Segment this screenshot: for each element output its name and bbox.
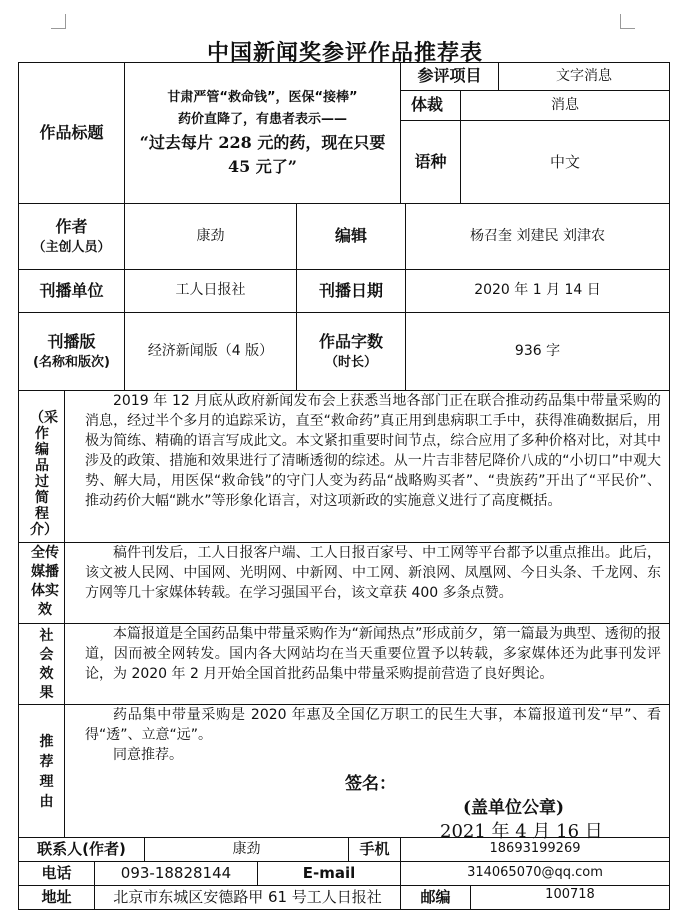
tel-value: 093-18828144 [94,861,258,886]
author-value: 康劲 [124,203,297,270]
contact-label: 联系人(作者) [18,837,145,862]
email-value: 314065070@qq.com [400,861,670,886]
crop-mark-top-right [620,14,635,29]
pub-date-label: 刊播日期 [296,269,406,313]
genre-label: 体裁 [400,90,461,121]
email-label: E-mail [257,861,401,886]
recommend-label: 推荐理由 [39,734,54,810]
social-paragraph: 本篇报道是全国药品集中带量采购作为“新闻热点”形成前夕，第一篇最为典型、透彻的报道，因而被全网转发。国内各大网站均在当天重要位置予以转载，多家媒体还为此事刊发评论，为 2020 年 2 月开始全国首批药品集中带量采购提前营造了良好舆论。 [85,626,661,682]
recommend-paragraph: 药品集中带量采购是 2020 年惠及全国亿万职工的民生大事，本篇报道刊发“早”、看得“透”、立意“远”。 [85,707,661,743]
recommend-seal: (盖单位公章) [463,798,565,818]
language-value: 中文 [460,120,670,204]
category-value: 文字消息 [498,62,670,91]
author-label-cell [18,203,125,270]
crop-mark-top-left [51,14,66,29]
address-value: 北京市东城区安德路甲 61 号工人日报社 [94,885,401,910]
zip-value: 100718 [470,885,670,910]
word-count-sublabel: （时长） [324,354,377,370]
language-label: 语种 [400,120,461,204]
social-text [85,624,661,684]
tel-label: 电话 [18,861,95,886]
category-label: 参评项目 [400,62,499,91]
edition-label-cell [18,312,125,391]
phone-value: 18693199269 [400,837,670,862]
word-count-label-cell [296,312,406,391]
document-title: 中国新闻奖参评作品推荐表 [206,40,483,66]
contact-value: 康劲 [144,837,349,862]
spread-paragraph: 稿件刊发后，工人日报客户端、工人日报百家号、中工网等平台都予以重点推出。此后，该文被人民网、中国网、光明网、中新网、中工网、新浪网、凤凰网、今日头条、千龙网、东方网等几十家媒体转载。在学习强国平台，该文章获 400 多条点赞。 [85,545,661,601]
edition-value: 经济新闻版（4 版） [124,312,297,391]
word-count-value: 936 字 [405,312,670,391]
author-sublabel: （主创人员） [32,239,111,255]
recommend-sign: 签名： [345,774,396,794]
pub-date-value: 2020 年 1 月 14 日 [405,269,670,313]
edition-label: 刊播版 [47,332,96,352]
spread-text [85,543,661,603]
publisher-label: 刊播单位 [18,269,125,313]
address-label: 地址 [18,885,95,910]
editor-label: 编辑 [296,203,406,270]
genre-value: 消息 [460,90,670,121]
edition-sublabel: (名称和版次) [33,354,110,370]
zip-label: 邮编 [400,885,471,910]
social-label: 社会效果 [39,628,54,701]
recommend-text [85,705,661,765]
editor-value: 杨召奎 刘建民 刘津农 [405,203,670,270]
process-label: （采作编品过简程介） [30,410,58,538]
work-title-headline: “过去每片 228 元的药，现在只要 45 元了” [139,133,386,176]
author-label: 作者 [55,217,88,237]
recommend-date: 2021 年 4 月 16 日 [440,821,603,842]
word-count-label: 作品字数 [318,332,383,352]
work-title-label: 作品标题 [18,62,125,204]
publisher-value: 工人日报社 [124,269,297,313]
process-text [85,391,661,511]
work-title-line2: 药价直降了，有患者表示—— [177,112,347,127]
process-paragraph: 2019 年 12 月底从政府新闻发布会上获悉当地各部门正在联合推动药品集中带量采购的消息，经过半个多月的追踪采访，直至“救命药”真正用到患病职工手中，获得准确数据后，用极为简练、精确的语言写成此文。本文紧扣重要时间节点，综合应用了多种价格对比，对其中涉及的政策、措施和效果进行了清晰透彻的综述。从一片吉非替尼降价八成的“小切口”中观大势、解大局，用医保“救命钱”的守门人变为药品“战略购买者”、“贵族药”开出了“平民价”、推动药价大幅“跳水”等形象化语言，对这项新政的实施意义进行了高度概括。 [85,393,661,509]
phone-label: 手机 [348,837,401,862]
recommend-agree: 同意推荐。 [113,747,183,763]
work-title-cell [124,62,401,204]
spread-label: 全传媒播体实效 [31,545,59,618]
work-title-line1: 甘肃严管“救命钱”，医保“接棒” [167,90,358,105]
